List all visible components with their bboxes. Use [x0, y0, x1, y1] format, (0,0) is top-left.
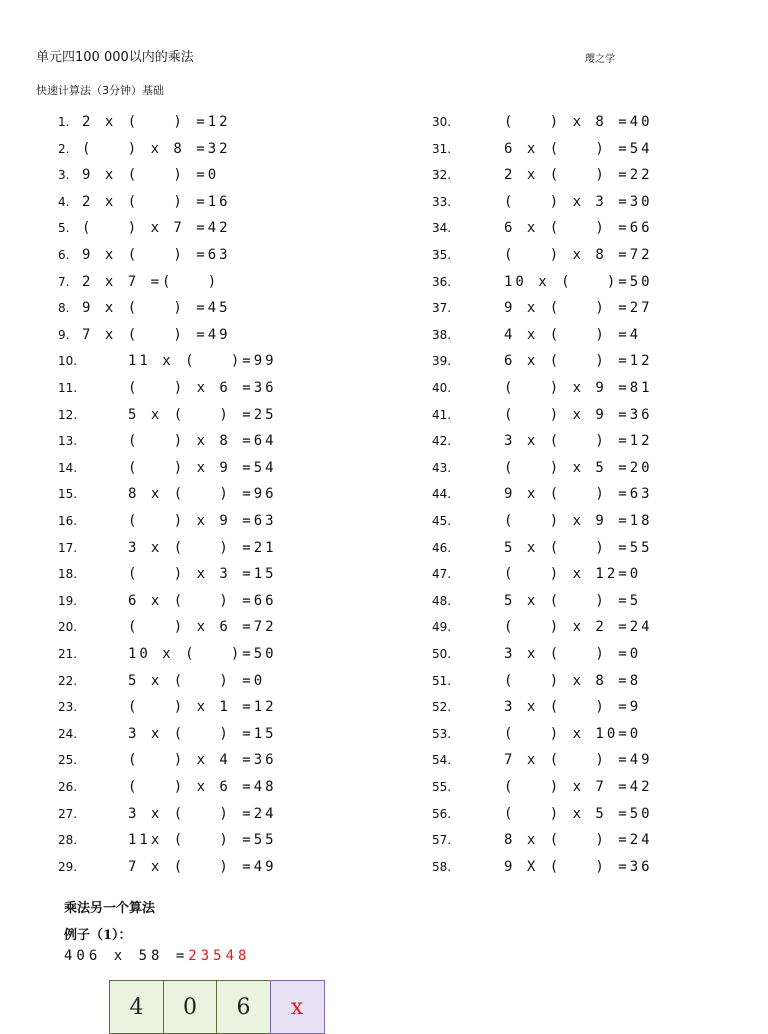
problem-row: [432, 776, 752, 798]
problem-equation[interactable]: 9 x ( ) =63: [504, 486, 653, 503]
problem-row: [432, 483, 752, 505]
problem-number: 16.: [58, 514, 78, 528]
problem-number: 47.: [432, 567, 452, 582]
problem-equation[interactable]: 4 x ( ) =4: [504, 326, 642, 343]
problem-number: 11.: [58, 381, 78, 395]
problem-equation[interactable]: ( ) x 7 =42: [82, 220, 231, 237]
problem-equation[interactable]: ( ) x 6 =36: [128, 380, 277, 396]
problem-number: 38.: [432, 327, 452, 342]
problem-equation[interactable]: 8 x ( ) =24: [504, 832, 653, 849]
problem-row: [432, 430, 752, 452]
problem-equation[interactable]: 5 x ( ) =25: [128, 406, 277, 423]
problem-equation[interactable]: 3 x ( ) =21: [128, 539, 277, 556]
problem-equation[interactable]: ( ) x 2 =24: [504, 619, 653, 636]
problem-number: 22.: [58, 673, 78, 688]
problem-row: [432, 829, 752, 851]
problem-equation[interactable]: 2 x ( ) =16: [82, 193, 231, 210]
section-subtitle: 快速计算法（3分钟）基础: [36, 84, 164, 97]
problem-equation[interactable]: ( ) x 9 =54: [128, 459, 277, 476]
problem-equation[interactable]: ( ) x 8 =72: [504, 247, 653, 263]
grid-cell-digit: 0: [163, 980, 218, 1034]
problem-row: [432, 324, 752, 346]
problem-row: [58, 430, 378, 452]
problem-number: 19.: [58, 593, 78, 608]
problem-row: [432, 510, 752, 532]
problem-number: 31.: [432, 141, 452, 156]
problem-equation[interactable]: 5 x ( ) =5: [504, 592, 642, 609]
problem-row: [432, 803, 752, 825]
problem-row: [58, 350, 378, 372]
problem-equation[interactable]: 5 x ( ) =55: [504, 539, 653, 556]
problem-row: [58, 297, 378, 319]
problem-row: [432, 723, 752, 745]
problem-number: 46.: [432, 540, 452, 555]
example-equation: [64, 948, 250, 964]
problem-equation[interactable]: 5 x ( ) =0: [128, 672, 266, 689]
problem-row: [432, 696, 752, 718]
problem-equation[interactable]: ( ) x 7 =42: [504, 779, 653, 795]
problem-number: 49.: [432, 620, 452, 635]
problem-equation[interactable]: 3 x ( ) =24: [128, 805, 277, 822]
problem-number: 33.: [432, 194, 452, 209]
problem-equation[interactable]: ( ) x 9 =36: [504, 406, 653, 423]
problem-number: 20.: [58, 620, 78, 635]
problem-row: [432, 138, 752, 160]
problem-number: 13.: [58, 434, 78, 449]
problem-row: [58, 643, 378, 665]
problem-equation[interactable]: 9 x ( ) =45: [82, 300, 231, 317]
problem-row: [58, 457, 378, 479]
problem-number: 25.: [58, 753, 78, 768]
problem-number: 30.: [432, 115, 452, 129]
problem-row: [58, 590, 378, 612]
problem-equation[interactable]: ( ) x 8 =40: [504, 114, 653, 130]
problem-row: [58, 803, 378, 825]
problem-number: 58.: [432, 859, 452, 874]
problem-number: 1.: [58, 115, 70, 129]
problem-row: [58, 244, 378, 266]
problem-number: 44.: [432, 487, 452, 502]
problem-row: [432, 297, 752, 319]
problem-row: [432, 563, 752, 585]
problem-row: [58, 723, 378, 745]
problem-number: 55.: [432, 780, 452, 794]
problem-number: 2.: [58, 141, 70, 156]
problem-number: 24.: [58, 726, 78, 741]
problem-row: [58, 563, 378, 585]
problem-equation[interactable]: ( ) x 9 =18: [504, 513, 653, 529]
problem-equation[interactable]: 3 x ( ) =12: [504, 433, 653, 450]
example-lhs: 406 x 58 =: [64, 948, 189, 964]
problem-row: [58, 696, 378, 718]
problem-row: [58, 404, 378, 426]
method-grid: [109, 980, 323, 1034]
problem-equation[interactable]: ( ) x 6 =48: [128, 779, 277, 795]
problem-number: 12.: [58, 407, 78, 422]
problem-row: [58, 111, 378, 133]
problem-row: [58, 217, 378, 239]
problem-equation[interactable]: 2 x ( ) =12: [82, 114, 231, 130]
problem-row: [432, 643, 752, 665]
problem-row: [58, 670, 378, 692]
problem-equation[interactable]: 2 x ( ) =22: [504, 167, 653, 184]
problem-number: 32.: [432, 168, 452, 183]
problem-row: [432, 537, 752, 559]
grid-cell-digit: 6: [216, 980, 271, 1034]
problem-number: 26.: [58, 780, 78, 794]
problem-equation[interactable]: ( ) x 8 =8: [504, 672, 642, 689]
problem-equation[interactable]: 2 x 7 =( ): [82, 273, 220, 290]
problem-equation[interactable]: ( ) x 12=0: [504, 566, 642, 583]
problem-row: [432, 404, 752, 426]
problem-number: 56.: [432, 806, 452, 821]
worksheet-title: 单元四100 000以内的乘法: [36, 50, 194, 65]
problem-row: [58, 164, 378, 186]
problem-equation[interactable]: ( ) x 8 =64: [128, 433, 277, 450]
problem-row: [58, 856, 378, 878]
problem-row: [58, 271, 378, 293]
problem-equation[interactable]: 9 X ( ) =36: [504, 858, 653, 875]
problem-number: 37.: [432, 301, 452, 316]
problem-number: 54.: [432, 753, 452, 768]
problem-equation[interactable]: ( ) x 3 =30: [504, 193, 653, 210]
problem-equation[interactable]: ( ) x 3 =15: [128, 566, 277, 583]
problem-equation[interactable]: 6 x ( ) =54: [504, 140, 653, 157]
problem-row: [432, 457, 752, 479]
problem-equation[interactable]: 11x ( ) =55: [128, 832, 277, 849]
problem-row: [432, 271, 752, 293]
problem-number: 6.: [58, 248, 70, 262]
problem-number: 21.: [58, 647, 78, 661]
problem-equation[interactable]: 10 x ( )=50: [128, 646, 277, 662]
problem-row: [432, 244, 752, 266]
problem-number: 10.: [58, 354, 78, 369]
problem-equation[interactable]: 3 x ( ) =15: [128, 725, 277, 742]
problem-equation[interactable]: ( ) x 10=0: [504, 725, 642, 742]
problem-equation[interactable]: ( ) x 1 =12: [128, 699, 277, 716]
problem-equation[interactable]: 9 x ( ) =0: [82, 167, 220, 184]
problem-row: [432, 590, 752, 612]
problem-number: 8.: [58, 301, 70, 316]
problem-number: 53.: [432, 726, 452, 741]
problem-number: 34.: [432, 221, 452, 236]
problem-number: 27.: [58, 806, 78, 821]
problem-number: 5.: [58, 221, 70, 236]
problem-equation[interactable]: 8 x ( ) =96: [128, 486, 277, 503]
problem-number: 48.: [432, 593, 452, 608]
problem-row: [432, 111, 752, 133]
problem-equation[interactable]: ( ) x 8 =32: [82, 140, 231, 157]
problem-row: [58, 324, 378, 346]
problem-row: [58, 537, 378, 559]
problem-number: 36.: [432, 274, 452, 289]
grid-cell-operator: x: [270, 980, 325, 1034]
problem-row: [432, 616, 752, 638]
problem-number: 9.: [58, 327, 70, 342]
problem-number: 39.: [432, 354, 452, 369]
problem-number: 18.: [58, 567, 78, 582]
problem-number: 17.: [58, 540, 78, 555]
problem-row: [432, 217, 752, 239]
problem-equation[interactable]: ( ) x 6 =72: [128, 619, 277, 636]
problem-equation[interactable]: ( ) x 5 =20: [504, 459, 653, 476]
problem-number: 3.: [58, 168, 70, 183]
problem-number: 35.: [432, 248, 452, 262]
grid-cell-digit: 4: [109, 980, 164, 1034]
problem-equation[interactable]: 6 x ( ) =12: [504, 353, 653, 370]
problem-row: [58, 191, 378, 213]
problem-equation[interactable]: 7 x ( ) =49: [128, 858, 277, 875]
problem-equation[interactable]: 3 x ( ) =0: [504, 646, 642, 662]
problem-row: [432, 191, 752, 213]
problem-row: [58, 483, 378, 505]
problem-equation[interactable]: ( ) x 5 =50: [504, 805, 653, 822]
problem-row: [58, 829, 378, 851]
method-title: 乘法另一个算法: [64, 901, 156, 916]
problem-number: 43.: [432, 460, 452, 475]
problem-number: 28.: [58, 833, 78, 848]
problem-row: [432, 164, 752, 186]
problem-row: [58, 377, 378, 399]
problem-number: 42.: [432, 434, 452, 449]
problem-equation[interactable]: 7 x ( ) =49: [82, 326, 231, 343]
problem-row: [432, 670, 752, 692]
problem-row: [58, 138, 378, 160]
problem-equation[interactable]: 6 x ( ) =66: [504, 220, 653, 237]
problem-equation[interactable]: ( ) x 9 =81: [504, 380, 653, 396]
brand-label: 璎之学: [585, 54, 615, 65]
problem-number: 51.: [432, 673, 452, 688]
problem-row: [432, 856, 752, 878]
problem-number: 23.: [58, 700, 78, 715]
problem-number: 15.: [58, 487, 78, 502]
problem-equation[interactable]: 3 x ( ) =9: [504, 699, 642, 716]
problem-number: 41.: [432, 407, 452, 422]
problem-row: [58, 616, 378, 638]
problem-number: 57.: [432, 833, 452, 848]
problem-equation[interactable]: 11 x ( )=99: [128, 353, 277, 370]
problem-equation[interactable]: 9 x ( ) =63: [82, 247, 231, 263]
problem-equation[interactable]: ( ) x 9 =63: [128, 513, 277, 529]
problem-row: [58, 749, 378, 771]
problem-number: 45.: [432, 514, 452, 528]
problem-row: [58, 776, 378, 798]
problem-row: [432, 749, 752, 771]
problem-number: 7.: [58, 274, 70, 289]
problem-equation[interactable]: 6 x ( ) =66: [128, 592, 277, 609]
problem-row: [58, 510, 378, 532]
problem-number: 50.: [432, 647, 452, 661]
problem-number: 4.: [58, 194, 70, 209]
problem-number: 40.: [432, 381, 452, 395]
problem-equation[interactable]: 10 x ( )=50: [504, 273, 653, 290]
problem-number: 52.: [432, 700, 452, 715]
example-label: 例子（1）：: [64, 928, 132, 943]
problem-number: 14.: [58, 460, 78, 475]
problem-equation[interactable]: 9 x ( ) =27: [504, 300, 653, 317]
problem-equation[interactable]: 7 x ( ) =49: [504, 752, 653, 769]
problem-row: [432, 350, 752, 372]
problem-equation[interactable]: ( ) x 4 =36: [128, 752, 277, 769]
problem-row: [432, 377, 752, 399]
example-answer: 23548: [188, 948, 251, 964]
problem-number: 29.: [58, 859, 78, 874]
